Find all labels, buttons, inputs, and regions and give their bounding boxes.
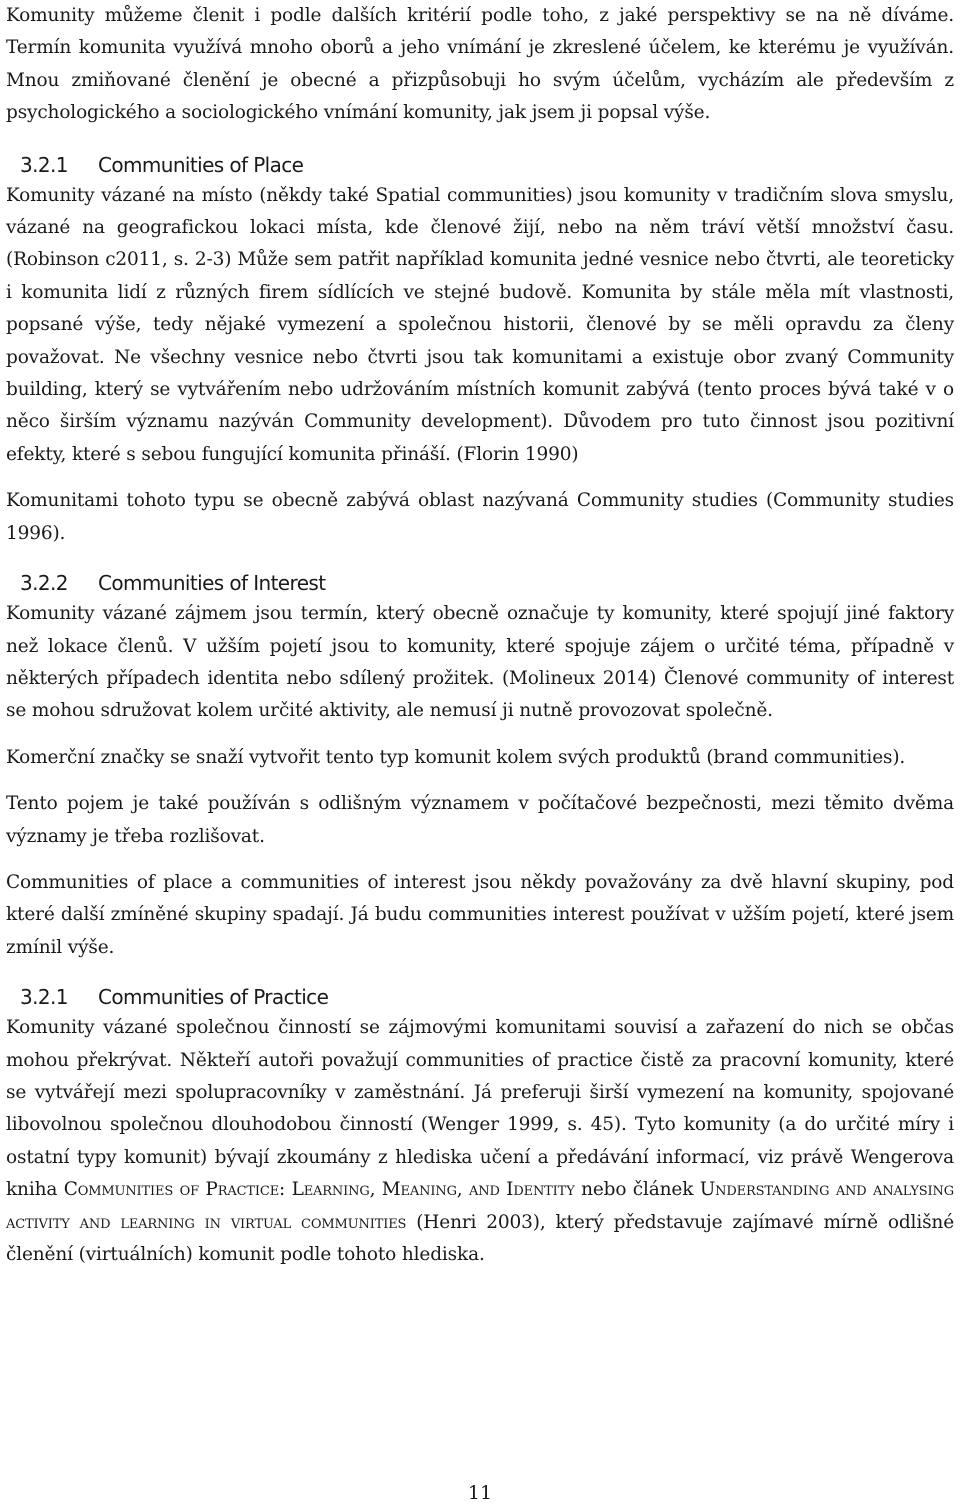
section-heading-practice (6, 982, 954, 1012)
section-heading-interest (6, 568, 954, 598)
paragraph-interest-4: Communities of place a communities of interest jsou někdy považovány za dvě hlavní skupiny, pod které další zmíněné skupiny spadají. Já budu communities interest používat v užším pojetí, které jsem zmínil výše. (6, 871, 954, 958)
page-number: 11 (467, 1482, 493, 1504)
section-number: 3.2.1 (20, 152, 68, 177)
section-title: Communities of Place (98, 152, 304, 177)
paragraph-interest-3: Tento pojem je také používán s odlišným významem v počítačové bezpečnosti, mezi těmito dvěma významy je třeba rozlišovat. (6, 793, 954, 847)
paragraph-place-2: Komunitami tohoto typu se obecně zabývá oblast nazývaná Community studies (Community studies 1996). (6, 490, 954, 544)
article-title: Understanding and analysing activity and learning in virtual communities (6, 1179, 954, 1233)
section-title: Communities of Interest (98, 571, 326, 596)
paragraph-practice-end: (Henri 2003), který představuje zajímavé mírně odlišné členění (virtuálních) komunit podle tohoto hlediska. (6, 1211, 954, 1265)
paragraph-interest-1: Komunity vázané zájmem jsou termín, který obecně označuje ty komunity, které spojují jiné faktory než lokace členů. V užším pojetí jsou to komunity, které spojuje zájem o určité téma, případně v některých případech identita nebo sdílený prožitek. (Molineux 2014) Členové community of interest se mohou sdružovat kolem určité aktivity, ale nemusí ji nutně provozovat společně. (6, 603, 954, 722)
section-title: Communities of Practice (98, 985, 329, 1010)
intro-paragraph: Komunity můžeme členit i podle dalších kritérií podle toho, z jaké perspektivy se na ně díváme. Termín komunita využívá mnoho oborů a jeho vnímání je zkreslené účelem, ke kterému je využíván. Mnou zmiňované členění je obecné a přizpůsobuji ho svým účelům, vycházím ale především z psychologického a sociologického vnímání komunity, jak jsem ji popsal výše. (6, 5, 954, 124)
book-title: Communities of Practice: Learning, Meaning, and Identity (63, 1179, 575, 1201)
section-number: 3.2.1 (20, 985, 68, 1010)
paragraph-interest-2: Komerční značky se snaží vytvořit tento typ komunit kolem svých produktů (brand communities). (6, 746, 906, 768)
paragraph-place-1: Komunity vázané na místo (někdy také Spatial communities) jsou komunity v tradičním slova smyslu, vázané na geografickou lokaci místa, kde členové žijí, nebo na něm tráví větší množství času. (Robinson c2011, s. 2-3) Může sem patřit například komunita jedné vesnice nebo čtvrti, ale teoreticky i komunita lidí z různých firem sídlících ve stejné budově. Komunita by stále měla mít vlastnosti, popsané výše, tedy nějaké vymezení a společnou historii, členové by se měli opravdu za členy považovat. Ne všechny vesnice nebo čtvrti jsou tak komunitami a existuje obor zvaný Community building, který se vytvářením nebo udržováním místních komunit zabývá (tento proces bývá také v o něco širším významu nazýván Community development). Důvodem pro tuto činnost jsou pozitivní efekty, které s sebou fungující komunita přináší. (Florin 1990) (6, 184, 954, 465)
section-number: 3.2.2 (20, 571, 68, 596)
paragraph-practice (6, 1012, 954, 1271)
document-page (6, 0, 954, 1271)
section-heading-place (6, 150, 954, 180)
paragraph-practice-mid: nebo článek (574, 1179, 700, 1201)
paragraph-practice-start: Komunity vázané společnou činností se zájmovými komunitami souvisí a zařazení do nich se občas mohou překrývat. Někteří autoři považují communities of practice čistě za pracovní komunity, které se vytvářejí mezi spolupracovníky v zaměstnání. Já preferuji širší vymezení na komunity, spojované libovolnou společnou dlouhodobou činností (Wenger 1999, s. 45). Tyto komunity (a do určité míry i ostatní typy komunit) bývají zkoumány z hlediska učení a předávání informací, viz právě Wengerova kniha (6, 1017, 954, 1201)
